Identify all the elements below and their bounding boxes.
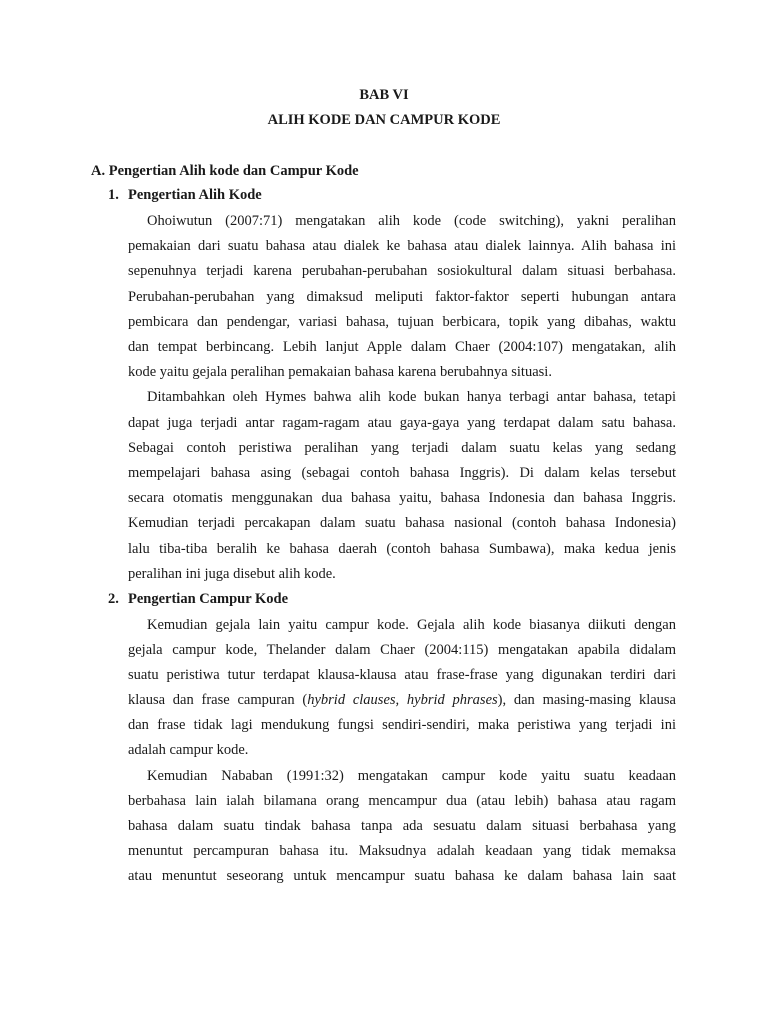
paragraph-line: secara otomatis menggunakan dua bahasa yaitu, bahasa Indonesia dan bahasa Inggris. [128, 490, 676, 506]
paragraph-line: Ohoiwutun (2007:71) mengatakan alih kode (code switching), yakni peralihan [147, 213, 676, 229]
text-run: klausa dan frase campuran ( [128, 692, 308, 708]
paragraph-line: dan tempat berbincang. Lebih lanjut Apple dalam Chaer (2004:107) mengatakan, alih [128, 339, 676, 355]
section-heading-a: A. Pengertian Alih kode dan Campur Kode [91, 163, 359, 179]
text-run: ), dan masing-masing klausa [497, 692, 676, 708]
paragraph-line: Kemudian Nababan (1991:32) mengatakan campur kode yaitu suatu keadaan [147, 768, 676, 784]
subsection-number-1: 1. [108, 187, 119, 203]
italic-term: hybrid clauses, hybrid phrases [307, 692, 498, 708]
paragraph-line: kode yaitu gejala peralihan pemakaian bahasa karena berubahnya situasi. [128, 364, 552, 380]
paragraph-line: Ditambahkan oleh Hymes bahwa alih kode bukan hanya terbagi antar bahasa, tetapi [147, 389, 676, 405]
paragraph-line: Kemudian gejala lain yaitu campur kode. Gejala alih kode biasanya diikuti dengan [147, 617, 676, 633]
paragraph-line: lalu tiba-tiba beralih ke bahasa daerah (contoh bahasa Sumbawa), maka kedua jenis [128, 541, 676, 557]
paragraph-line: atau menuntut seseorang untuk mencampur suatu bahasa ke dalam bahasa lain saat [128, 868, 676, 884]
paragraph-line: pembicara dan pendengar, variasi bahasa, tujuan berbicara, topik yang dibahas, waktu [128, 314, 676, 330]
paragraph-line: adalah campur kode. [128, 742, 249, 758]
subsection-number-2: 2. [108, 591, 119, 607]
paragraph-line: bahasa dalam suatu tindak bahasa tanpa ada sesuatu dalam situasi berbahasa yang [128, 818, 676, 834]
paragraph-line: pemakaian dari suatu bahasa atau dialek ke bahasa atau dialek lainnya. Alih bahasa ini [128, 238, 676, 254]
paragraph-line: peralihan ini juga disebut alih kode. [128, 566, 336, 582]
paragraph-line: dapat juga terjadi antar ragam-ragam atau gaya-gaya yang terdapat dalam satu bahasa. [128, 415, 676, 431]
paragraph-line: Kemudian terjadi percakapan dalam suatu bahasa nasional (contoh bahasa Indonesia) [128, 515, 676, 531]
chapter-number: BAB VI [359, 87, 409, 103]
paragraph-line-with-italic [128, 691, 676, 709]
paragraph-line: gejala campur kode, Thelander dalam Chaer (2004:115) mengatakan apabila didalam [128, 642, 676, 658]
chapter-title: ALIH KODE DAN CAMPUR KODE [267, 112, 501, 128]
paragraph-line: suatu peristiwa tutur terdapat klausa-klausa atau frase-frase yang digunakan terdiri dari [128, 667, 676, 683]
paragraph-line: Sebagai contoh peristiwa peralihan yang terjadi dalam suatu kelas yang sedang [128, 440, 676, 456]
subsection-title-2: Pengertian Campur Kode [128, 591, 289, 607]
paragraph-line: mempelajari bahasa asing (sebagai contoh bahasa Inggris). Di dalam kelas tersebut [128, 465, 676, 481]
paragraph-line: berbahasa lain ialah bilamana orang mencampur dua (atau lebih) bahasa atau ragam [128, 793, 676, 809]
paragraph-line: dan frase tidak lagi mendukung fungsi sendiri-sendiri, maka peristiwa yang terjadi ini [128, 717, 676, 733]
paragraph-line: sepenuhnya terjadi karena perubahan-perubahan sosiokultural dalam situasi berbahasa. [128, 263, 676, 279]
paragraph-line: menuntut percampuran bahasa itu. Maksudnya adalah keadaan yang tidak memaksa [128, 843, 676, 859]
paragraph-line: Perubahan-perubahan yang dimaksud meliputi faktor-faktor seperti hubungan antara [128, 289, 676, 305]
subsection-title-1: Pengertian Alih Kode [128, 187, 262, 203]
